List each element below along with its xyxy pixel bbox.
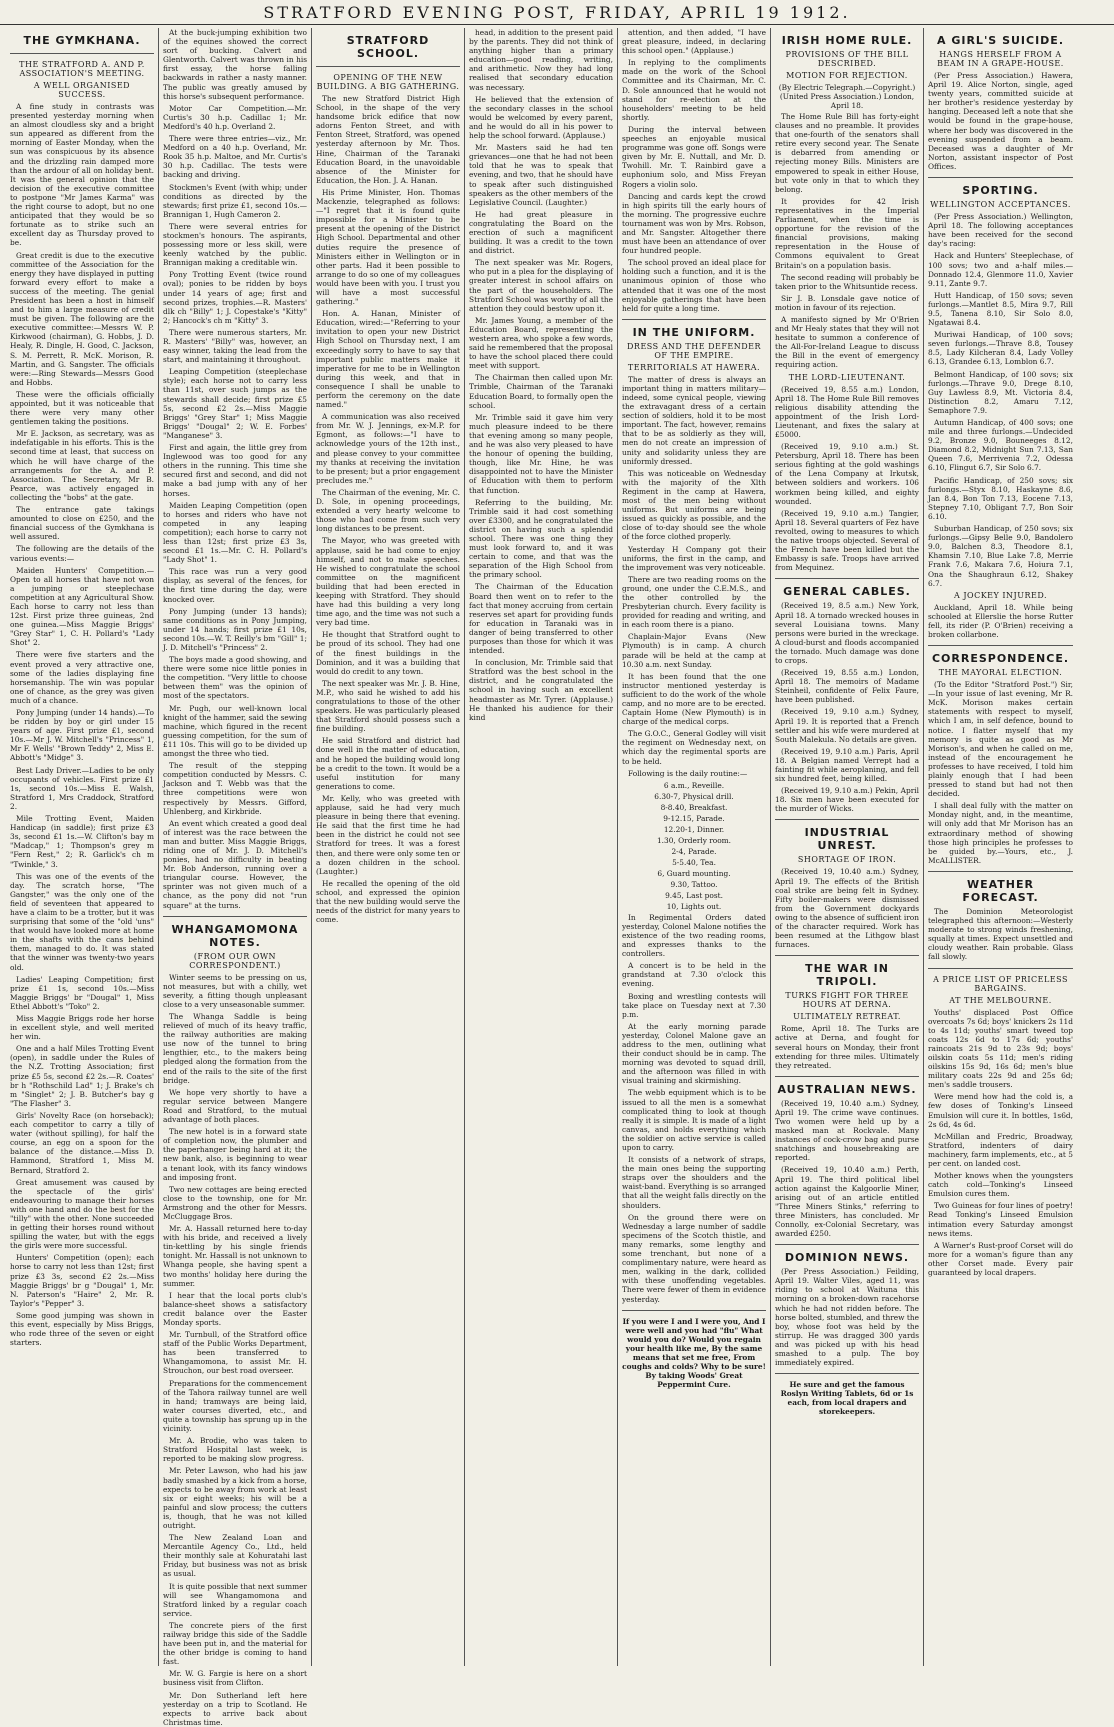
paragraph: During the interval between speeches an enjoyable musical programme was gone off. Songs were given by Mr. E. Nuttall, and Mr. D. Twohill. Mr. T. Rainbird gave a euphonium solo, and Miss Freyan Rogers a violin solo. [622, 124, 766, 189]
paragraph: Mr. W. G. Fargie is here on a short business visit from Clifton. [163, 1669, 307, 1688]
paragraph: Auckland, April 18. While being schooled at Ellerslie the horse Rutter fell, its rider (P. O'Brien) receiving a broken collarbone. [928, 602, 1073, 639]
paragraph: The next speaker was Mr. Rogers, who put in a plea for the displaying of greater interest in school affairs on the part of the householders. The Stratford School was worthy of all the attention they could bestow upon it. [469, 258, 613, 313]
subheadline: THE STRATFORD A. AND P. ASSOCIATION'S MEETING. [19, 60, 145, 78]
paragraph: Following is the daily routine:— [628, 768, 748, 778]
paragraph: Boxing and wrestling contests will take place on Tuesday next at 7.30 p.m. [622, 991, 766, 1019]
paragraph: The entrance gate takings amounted to close on £250, and the financial success of the Gymkhana is well assured. [10, 505, 154, 542]
paragraph: First and again, the little grey from Inglewood was too good for any others in the running. This time she secured first and second, and did not make a bad jump with any of her horses. [163, 443, 307, 498]
paragraph: Chaplain-Major Evans (New Plymouth) is in camp. A church parade will be held at the camp at 10.30 a.m. next Sunday. [622, 632, 766, 669]
paragraph: Great credit is due to the executive committee of the Association for the energy they have displayed in putting forward every effort to make a success of the meeting. The genial President has been a host in himself and to him a large measure of credit must be given. The following are the executive committee:—Messrs W. P. Kirkwood (chairman), G. Hobbs, J. D. Healy, R. Dingle, H. Good, C. Jackson, S. M. Perrett, R. McK. Morison, R. Martin, and G. Sangster. The officials were:—Ring Stewards—Messrs Good and Hobbs. [10, 250, 154, 387]
paragraph: Mr. A. Hassall returned here to-day with his bride, and received a lively tin-kettling by his single friends tonight. Mr. Hassall is not unknown to Whanga people, she having spent a two months' holiday here during the summer. [163, 1224, 307, 1288]
paragraph: Pacific Handicap, of 250 sovs; six furlongs.—Styx 8.10, Haskayne 8.6, Jan 8.4, Bon Ton 7.13, Eocene 7.13, Stepney 7.10, Obligant 7.7, Bon Soir 6.10. [928, 475, 1073, 521]
paragraph: The new hotel is in a forward state of completion now, the plumber and the paperhanger being hard at it; the new bank, also, is beginning to wear a tenant look, with its fancy windows and imposing front. [163, 1127, 307, 1182]
paragraph: His Prime Minister, Hon. Thomas Mackenzie, telegraphed as follows:—"I regret that it is found quite impossible for a Minister to be present at the opening of the District High School. Departmental and other duties require the presence of Ministers either in Wellington or in other parts. Had it been possible to arrange to do so one of my colleagues would have been with you. I trust you will have a most successful gathering." [316, 187, 460, 307]
paragraph: On the ground there were on Wednesday a large number of saddle specimens of the Scotch thistle, and many remarks, some lengthy and some trenchant, but none of a complimentary nature, were heard as men, walking in the dark, collided with these unoffending vegetables. There were fewer of them in evidence yesterday. [622, 1212, 766, 1304]
paragraph: These were the officials officially appointed, but it was noticeable that there were very many other gentlemen taking the positions. [10, 389, 154, 427]
paragraph: Belmont Handicap, of 100 sovs; six furlongs.—Thrave 9.0, Drege 8.10, Guy Lawless 8.9, Mt. Victoria 8.4, Distinction 8.2, Amaru 7.12, Semaphore 7.9. [928, 369, 1073, 415]
subheadline: ULTIMATELY RETREAT. [793, 1012, 901, 1022]
masthead: STRATFORD EVENING POST, FRIDAY, APRIL 19 1912. [0, 0, 1114, 25]
paragraph: The webb equipment which is to be issued to all the men is a somewhat complicated thing to look at though really it is simple. It is made of a light canvas, and holds everything which the soldier on active service is called upon to carry. [622, 1088, 766, 1152]
paragraph: It consists of a network of straps, the main ones being the supporting straps over the shoulders and the waist-band. Everything is so arranged that all the weight falls directly on the shoulders. [622, 1155, 766, 1210]
subheadline: OPENING OF THE NEW BUILDING. A BIG GATHERING. [316, 73, 460, 91]
routine-item: 1.30, Orderly room. [656, 835, 732, 845]
routine-item: 12.20-1, Dinner. [663, 824, 725, 834]
subheadline: SHORTAGE OF IRON. [797, 855, 897, 865]
paragraph: The second reading will probably be taken prior to the Whitsuntide recess. [775, 272, 919, 291]
paragraph: A concert is to be held in the grandstand at 7.30 o'clock this evening. [622, 961, 766, 989]
paragraph: (Received 19, 9.10 a.m.) St. Petersburg, April 18. There has been serious fighting at the gold washings of the Lena Company at Irkutsk, between soldiers and workers. 106 workmen being killed, and eighty wounded. [775, 442, 919, 506]
advertisement: If you were I and I were you, And I were well and you had "flu" What would you do? Would you regain your health like me, By the same means that set me free, From coughs and colds? Why to be sure! By taking Woods' Great Peppermint Cure. [622, 1316, 766, 1389]
paragraph: It is quite possible that next summer will see Whangamomona and Stratford linked by a regular coach service. [163, 1581, 307, 1618]
paragraph: A manifesto signed by Mr O'Brien and Mr Healy states that they will not hesitate to summon a conference of the All-For-Ireland League to discuss the Bill in the event of emergency requiring action. [775, 314, 919, 370]
subheadline: THE MAYORAL ELECTION. [938, 668, 1063, 678]
paragraph: Rome, April 18. The Turks are active at Derna, and fought for several hours on Monday, their front extending for three miles. Ultimately they retreated. [775, 1024, 919, 1070]
paragraph: Motor Car Competition.—Mr. Curtis's 30 h.p. Cadillac 1; Mr. Medford's 40 h.p. Overland 2. [163, 103, 307, 131]
subheadline: HANGS HERSELF FROM A BEAM IN A GRAPE-HOUSE. [937, 50, 1064, 68]
paragraph: Yesterday H Company got their uniforms, the first in the camp, and the improvement was very noticeable. [622, 544, 766, 572]
paragraph: Some good jumping was shown in this event, especially by Miss Briggs, who rode three of the seven or eight starters. [10, 1310, 154, 1348]
paragraph: Were mend how had the cold is, a few doses of Tonking's Linseed Emulsion will cure it. In bottles, 1s6d, 2s 6d, 4s 6d. [928, 1092, 1073, 1129]
paragraph: This was one of the events of the day. The scratch horse, "The Gangster," was the only one of the field of seventeen that appeared to have a claim to be a trotter, but it was surprising that some of the "old 'uns" that would have looked more at home in the shafts with the cans behind them, managed to do. It was stated that the winner was twenty-two years old. [10, 871, 154, 972]
paragraph: This was noticeable on Wednesday with the majority of the Xlth Regiment in the camp at Hawera, most of the men being without uniforms. But uniforms are being issued as quickly as possible, and the close of to-day should see the whole of the force clothed properly. [622, 468, 766, 542]
paragraph: (Received 19, 9.10 a.m.) Sydney, April 19. It is reported that a French settler and his wife were murdered at South Malekula. No details are given. [775, 707, 919, 744]
routine-item: 6, Guard mounting. [657, 868, 731, 878]
paragraph: Youths' displaced Post Office overcoats 7s 6d; boys' knickers 2s 11d to 4s 11d; youths' smart tweed top coats 12s 6d to 17s 6d; youths' raincoats 21s 9d to 23s 9d; boys' oilskin coats 5s 11d; men's riding oilskins 15s 9d, 16s 6d; men's blue military coats 22s 9d and 25s 6d; men's saddle trousers. [928, 1007, 1073, 1090]
subheadline: A WELL ORGANISED SUCCESS. [33, 81, 131, 99]
routine-item: 8-8.40, Breakfast. [660, 802, 728, 812]
article-headline: WHANGAMOMONA NOTES. [171, 922, 299, 949]
paragraph: There were five starters and the event proved a very attractive one, some of the ladies displaying fine horsemanship. The win was popular one of chance, as the grey was given much of a chance. [10, 650, 154, 705]
paragraph: He believed that the extension of the secondary classes in the school would be welcomed by every parent, and he would do all in his power to help the school forward. (Applause.) [469, 94, 613, 141]
paragraph: Hack and Hunters' Steeplechase, of 100 sovs; two and a-half miles.—Donnado 12.4, Glenmore 11.0, Xavier 9.11, Zante 9.7. [928, 251, 1073, 288]
rule [622, 319, 766, 320]
routine-item: 9-12.15, Parade. [663, 813, 725, 823]
paragraph: At the early morning parade yesterday, Colonel Malone gave an address to the men, outlining what their conduct should be in camp. The morning was devoted to squad drill, and the afternoon was filled in with visual training and skirmishing. [622, 1021, 766, 1086]
paragraph: (Received 19, 10.40 a.m.) Sydney, April 19. The effects of the British coal strike are being felt in Sydney. Fifty boiler-makers were dismissed from the Government dockyards owing to the absence of sufficient iron of the character required. Work has been resumed at the Lithgow blast furnaces. [775, 867, 919, 950]
paragraph: Mr. Kelly, who was greeted with applause, said he had very much pleasure in being there that evening. He said that the first time he had been in the district he could not see Stratford for trees. It was a forest then, and there were only some ten or a dozen children in the school. (Laughter.) [316, 793, 460, 876]
paragraph: He recalled the opening of the old school, and expressed the opinion that the new building would serve the needs of the district for many years to come. [316, 878, 460, 925]
subheadline: THE LORD-LIEUTENANT. [788, 372, 906, 382]
article-headline: THE WAR IN TRIPOLI. [805, 962, 889, 989]
article-headline: STRATFORD SCHOOL. [346, 34, 430, 60]
column-7 [924, 28, 1077, 1666]
routine-item: 9.30, Tattoo. [670, 879, 718, 889]
paragraph: In conclusion, Mr. Trimble said that Stratford was the best school in the district, and he congratulated the school in having such an excellent headmaster as Mr. Tyrer. (Applause.) He thanked his audience for their kind [469, 658, 613, 722]
paragraph: Mr. A. Brodie, who was taken to Stratford Hospital last week, is reported to be making slow progress. [163, 1436, 307, 1464]
paragraph: (Received 19, 10.40 a.m.) Perth, April 19. The third political libel action against the Kalgoorlie Miner, arising out of an article entitled "Three Miners Stinks," referring to three Ministers, has concluded. Mr Connolly, ex-Colonial Secretary, was awarded £250. [775, 1165, 919, 1239]
paragraph: Great amusement was caused by the spectacle of the girls' endeavouring to manage their horses with one hand and do the best for the "tilly" with the other. None succeeded in getting their horses round without spilling the water, but with the eggs the girls were more successful. [10, 1177, 154, 1251]
paragraph: The Dominion Meteorologist telegraphed this afternoon:—Westerly moderate to strong winds freshening, squally at times. Expect unsettled and cloudy weather. Rain probable. Glass fall slowly. [928, 906, 1073, 962]
paragraph: The G.O.C., General Godley will visit the regiment on Wednesday next, on which day the regimental sports are to be held. [622, 729, 766, 766]
paragraph: Two new cottages are being erected close to the township, one for Mr. Armstrong and the other for Messrs. McCluggage Bros. [163, 1184, 307, 1221]
rule [10, 53, 154, 54]
paragraph: McMillan and Fredric, Broadway, Stratford, indenters of dairy machinery, farm implements, etc., at 5 per cent. on landed cost. [928, 1131, 1073, 1168]
routine-list [622, 781, 766, 911]
rule [622, 1310, 766, 1311]
column-3 [312, 28, 465, 1666]
paragraph: The boys made a good showing, and there were some nice little ponies in the competition. "Very little to choose between them" was the opinion of most of the spectators. [163, 655, 307, 701]
paragraph: Best Lady Driver.—Ladies to be only occupants of vehicles. First prize £1 1s, second 10s.—Miss E. Walsh, Stratford 1, Mrs Craddock, Stratford 2. [10, 765, 154, 811]
column-2 [159, 28, 312, 1727]
paragraph: A communication was also received from Mr. W. J. Jennings, ex-M.P. for Egmont, as follows:—"I have to acknowledge yours of the 12th inst., and please convey to your committee my thanks at receiving the invitation to be present; but a prior engagement precludes me." [316, 412, 460, 485]
paragraph: Sir J. B. Lonsdale gave notice of motion in favour of its rejection. [775, 293, 919, 312]
paragraph: The next speaker was Mr. J. B. Hine, M.P., who said he wished to add his congratulations to those of the other speakers. He was particularly pleased that Stratford should possess such a fine building. [316, 678, 460, 734]
paragraph: Muriwai Handicap, of 100 sovs; seven furlongs.—Thrave 8.8, Tousey 8.5, Lady Kilcheran 8.4, Lady Volley 6.13, Grandee 6.13, Lomblon 6.7. [928, 330, 1073, 367]
paragraph: Dancing and cards kept the crowd in high spirits till the early hours of the morning. The progressive euchre tournament was won by Mrs. Robson, and Mr. Sangster. Altogether there must have been an attendance of over four hundred people. [622, 191, 766, 256]
column-4 [465, 28, 618, 1666]
article-headline: CORRESPONDENCE. [931, 652, 1070, 666]
paragraph: Winter seems to be pressing on us, not measures, but with a chilly, wet severity, a fitting though unpleasant close to a very unseasonable summer. [163, 972, 307, 1009]
rule [928, 968, 1073, 969]
dateline: (By Electric Telegraph.—Copyright.) (United Press Association.) London, April 18. [778, 83, 916, 110]
rule [775, 1076, 919, 1077]
paragraph: Two Guineas for four lines of poetry! Read Tonking's Linseed Emulsion intimation every Saturday amongst news items. [928, 1201, 1073, 1238]
paragraph: The Chairman then called upon Mr. Trimble, Chairman of the Taranaki Education Board, to formally open the school. [469, 373, 613, 410]
paragraph: The Chairman of the evening, Mr. C. D. Sole, in opening proceedings, extended a very hearty welcome to those who had come from such very long distances to be present. [316, 487, 460, 534]
paragraph: Mr. Peter Lawson, who had his jaw badly smashed by a kick from a horse, expects to be away from work at least six or eight weeks; his will be a painful and slow process; the cutters is, though, that he was not killed outright. [163, 1466, 307, 1530]
subheadline: WELLINGTON ACCEPTANCES. [930, 200, 1071, 210]
article-headline: INDUSTRIAL UNREST. [804, 826, 890, 853]
subheadline: PROVISIONS OF THE BILL DESCRIBED. [785, 50, 909, 68]
paragraph: There were several entries for stockmen's honours. The aspirants, possessing more or less skill, were keenly watched by the public. Brannigan making a creditable win. [163, 221, 307, 268]
paragraph: The New Zealand Loan and Mercantile Agency Co., Ltd., held their monthly sale at Kohuratahi last Friday, but business was not as brisk as usual. [163, 1533, 307, 1579]
columns [6, 28, 1108, 1727]
paragraph: The Chairman of the Education Board then went on to refer to the fact that money accruing from certain reserves set apart for providing funds for education in Taranaki was in danger of being transferred to other purposes than those for which it was intended. [469, 582, 613, 656]
paragraph: (Received 19, 9.10 a.m.) Pekin, April 18. Six men have been executed for the murder of Wicks. [775, 786, 919, 814]
paragraph: The concrete piers of the first railway bridge this side of the Saddle have been put in, and the material for the other bridge is coming to hand fast. [163, 1620, 307, 1667]
paragraph: The result of the stepping competition conducted by Messrs. C. Jackson and T. Webb was that the three competitions were won respectively by Messrs. Gifford, Uhlenberg, and Kirkbride. [163, 761, 307, 816]
paragraph: He had great pleasure in congratulating the Board on the erection of such a magnificent building. It was a credit to the town and district. [469, 209, 613, 256]
paragraph: Stockmen's Event (with whip; under conditions as directed by the stewards; first prize £1, second 10s.—Brannigan 1, Hugh Cameron 2. [163, 182, 307, 219]
subheadline: DRESS AND THE DEFENDER OF THE EMPIRE. [627, 341, 761, 360]
paragraph: Preparations for the commencement of the Tahora railway tunnel are well in hand; tramways are being laid, water courses diverted, etc., and quite a township has sprung up in the vicinity. [163, 1378, 307, 1434]
rule [775, 955, 919, 956]
paragraph: It provides for 42 Irish representatives in the Imperial Parliament, when the time is opportune for the revision of the financial provisions, making representation in the House of Commons equivalent to Great Britain's on a population basis. [775, 196, 919, 270]
subheadline: A JOCKEY INJURED. [954, 590, 1047, 600]
paragraph: There were numerous starters, Mr. R. Masters' "Billy" was, however, an easy winner, taking the lead from the start, and maintaining it throughout. [163, 327, 307, 365]
subheadline: AT THE MELBOURNE. [949, 995, 1052, 1005]
paragraph: (Received 19, 8.5 a.m.) New York, April 18. A tornado wrecked houses in several Louisiana towns. Many persons were buried in the wreckage. A cloud-burst and floods accompanied the tornado. Much damage was done to crops. [775, 601, 919, 665]
paragraph: (To the Editor "Stratford Post.") Sir,—In your issue of last evening, Mr R. McK. Morison makes certain statements with respect to myself, which I am, in self defence, bound to notice. I flatter myself that my memory is quite as good as Mr Morison's, and when he called on me, instead of the encouragement he professes to have received, I told him plainly enough that I had been pressed to stand but had not then decided. [928, 680, 1073, 799]
article-headline: IRISH HOME RULE. [781, 34, 913, 47]
paragraph: Maiden Hunters' Competition.—Open to all horses that have not won a jumping or steeplechase competition at any Agricultural Show. Each horse to carry not less than 12st. First prize three guineas, 2nd one guinea.—Miss Maggie Briggs' "Grey Star" 1, C. H. Pollard's "Lady Shot" 2. [10, 565, 154, 648]
paragraph: Referring to the building, Mr. Trimble said it had cost something over £3300, and he congratulated the district on having such a splendid school. There was one thing they must look forward to, and it was certain to come, and that was the separation of the High School from the primary school. [469, 497, 613, 580]
rule [928, 645, 1073, 646]
paragraph: Pony Trotting Event (twice round oval); ponies to be ridden by boys under 14 years of age; first and second prizes, trophies.—R. Masters' dlk ch "Billy" 1; J. Copestake's "Kitty" 2; Hancock's ch m "Kitty" 3. [163, 270, 307, 325]
paragraph: In replying to the compliments made on the work of the School Committee and its Chairman, Mr. C. D. Sole announced that he would not stand for re-election at the householders' meeting to be held shortly. [622, 58, 766, 122]
paragraph: Mr E. Jackson, as secretary, was as indefatigable in his efforts. This is the second time at least, that success on which he will have charge of the arrangements for the A. and P. Association. The Secretary, Mr B. Pearce, was actively engaged in collecting the "bobs" at the gate. [10, 429, 154, 502]
paragraph: He said Stratford and district had done well in the matter of education, and he hoped the building would long be a credit to the town. It would be a useful institution for many generations to come. [316, 736, 460, 791]
paragraph: At the buck-jumping exhibition two of the equines showed the correct sort of bucking. Calvert and Glentworth. Calvert was thrown in his first essay, the horse falling backwards in rather a nasty manner. The public was greatly amused by this horse's subsequent performance. [163, 28, 307, 101]
paragraph: Suburban Handicap, of 250 sovs; six furlongs.—Gipsy Belle 9.0, Bandolero 9.0, Balchen 8.3, Theodore 8.1, Khamsin 7.10, Blue Lake 7.8, Merrie Frank 7.6, Makara 7.6, Hoiura 7.1, Ona the Shaughraun 6.12, Shakey 6.7. [928, 524, 1073, 588]
rule [163, 916, 307, 917]
paragraph: A Warner's Rust-proof Corset will do more for a woman's figure than any other Corset made. Every pair guaranteed by local drapers. [928, 1240, 1073, 1278]
paragraph: He thought that Stratford ought to be proud of its school. They had one of the finest buildings in the Dominion, and it was a building that would do credit to any town. [316, 630, 460, 676]
subheadline: A PRICE LIST OF PRICELESS BARGAINS. [933, 974, 1068, 993]
paragraph: The matter of dress is always an important thing in matters military—indeed, some cynical people, viewing the extravagant dress of a certain section of soldiers, hold it to be most important. The fact, however, remains that to be as soldierly as they will, men do not create an impression of unity and solidarity unless they are uniformly dressed. [622, 374, 766, 466]
routine-item: 6 a.m., Reveille. [663, 780, 725, 790]
article-headline: IN THE UNIFORM. [632, 325, 756, 339]
column-5 [618, 28, 771, 1666]
paragraph: The Whanga Saddle is being relieved of much of its heavy traffic, the railway authorities are making use now of the tunnel to bring lengthier, etc., to the makers being pledged along the formation from the end of the rails to the site of the first bridge. [163, 1012, 307, 1085]
paragraph: (Received 19, 9.10 a.m.) Paris, April 18. A Belgian named Verrept had a fainting fit while aeroplaning, and fell six hundred feet, being killed. [775, 746, 919, 784]
paragraph: I shall deal fully with the matter on Monday night, and, in the meantime, will only add that Mr Morison has an extraordinary method of showing those high principles he professes to be guided by.—Yours, etc., J. McALLISTER. [928, 801, 1073, 865]
paragraph: I hear that the local ports club's balance-sheet shows a satisfactory credit balance over the Easter Monday sports. [163, 1290, 307, 1327]
paragraph: Leaping Competition (steeplechase style); each horse not to carry less than 11st, over such jumps as the stewards shall decide; first prize £5 5s, second £2 2s.—Miss Maggie Briggs' "Grey Star" 1; Miss Maggie Briggs' "Dougal" 2; W. E. Forbes' "Manganese" 3. [163, 367, 307, 440]
paragraph: The school proved an ideal place for holding such a function, and it is the unanimous opinion of those who attended that it was one of the most enjoyable gatherings that have been held for quite a long time. [622, 258, 766, 313]
paragraph: Hutt Handicap, of 150 sovs; seven furlongs.—Mantlet 8.5, Mira 9.7, Rill 9.5, Tanena 8.10, Sir Solo 8.0, Ngatawai 8.4. [928, 290, 1073, 328]
routine-item: 5-5.40, Tea. [672, 857, 716, 867]
paragraph: attention, and then added, "I have great pleasure, indeed, in declaring this school open." (Applause.) [622, 28, 766, 56]
paragraph: The Home Rule Bill has forty-eight clauses and no preamble. It provides that one-fourth of the senators shall retire every second year. The Senate is debarred from amending or rejecting money Bills. Ministers are empowered to speak in either House, but vote only in that to which they belong. [775, 112, 919, 194]
paragraph: Hunters' Competition (open); each horse to carry not less than 12st; first prize £3 3s, second £2 2s.—Miss Maggie Briggs' br g "Dougal" 1, Mr. N. Paterson's "Haire" 2, Mr. R. Taylor's "Pepper" 3. [10, 1253, 154, 1308]
paragraph: Pony Jumping (under 13 hands); same conditions as in Pony Jumping, under 14 hands; first prize £1 10s, second 10s.—W. T. Reilly's bm "Gill" 1; J. D. Mitchell's "Princess" 2. [163, 606, 307, 652]
column-6 [771, 28, 924, 1666]
paragraph: Mile Trotting Event, Maiden Handicap (in saddle); first prize £3 3s, second £1 1s.—W. Clifton's bay m "Madcap," 1; Thompson's grey m "Fern Rest," 2; R. Garlick's ch m "Twinkle," 3. [10, 814, 154, 869]
paragraph: Hon. A. Hanan, Minister of Education, wired:—"Referring to your invitation to open your new District High School on Thursday next, I am exceedingly sorry to have to say that important public matters make it imperative for me to be in Wellington during this week, and that in consequence I shall be unable to perform the ceremony on the date named." [316, 309, 460, 410]
paragraph: Mr. Pugh, our well-known local knight of the hammer, said the sewing machine, which figured in the recent guessing competition, for the sum of £11 10s. This will go to be divided up amongst the three who tied. [163, 703, 307, 759]
rule [775, 1244, 919, 1245]
paragraph: This race was run a very good display, as several of the fences, for the first time during the day, were knocked over. [163, 567, 307, 604]
paragraph: Mr. Turnbull, of the Stratford office staff of the Public Works Department, has been transferred to Whangamomona, to assist Mr. H. Strouchon, our best road overseer. [163, 1330, 307, 1376]
paragraph: Mr. Trimble said it gave him very much pleasure indeed to be there that evening among so many people, and he was also very pleased to have the honour of opening the building, though, like Mr. Hine, he was disappointed not to have the Minister of Education with them to perform that function. [469, 412, 613, 495]
subheadline: (FROM OUR OWN CORRESPONDENT.) [189, 951, 281, 970]
paragraph: (Per Press Association.) Hawera, April 19. Alice Norton, single, aged twenty years, committed suicide at her brother's residence yesterday by hanging. Deceased left a note that she would be found in the grape-house, where her body was discovered in the evening suspended from a beam. Deceased was a daughter of Mr Norton, assistant inspector of Post Offices. [928, 71, 1073, 171]
paragraph: There were three entries—viz., Mr. Medford on a 40 h.p. Overland, Mr. Rook 35 h.p. Maltoe, and Mr. Curtis's 30 h.p. Cadillac. The tests were backing and driving. [163, 134, 307, 180]
rule [928, 177, 1073, 178]
rule [775, 578, 919, 579]
paragraph: Mother knows when the youngsters catch cold—Tonking's Linseed Emulsion cures them. [928, 1171, 1073, 1199]
article-headline: SPORTING. [962, 184, 1039, 198]
article-headline: WEATHER FORECAST. [962, 877, 1039, 904]
article-headline: AUSTRALIAN NEWS. [777, 1082, 917, 1096]
advertisement: He sure and get the famous Roslyn Writing Tablets, 6d or 1s each, from local drapers and storekeepers. [780, 1380, 914, 1417]
paragraph: (Received 19, 8.55 a.m.) London, April 18. The Home Rule Bill removes religious disability attending the appointment of the Irish Lord-Lieutenant, and fixes the salary at £5000. [775, 384, 919, 439]
paragraph: One and a half Miles Trotting Event (open), in saddle under the Rules of the N.Z. Trotting Association; first prize £5 5s, second £2 2s.—R. Coates' br h "Rothschild Lad" 1; J. Brake's ch m "Singlet" 2; J. B. Butcher's bay g "The Flasher" 3. [10, 1044, 154, 1108]
routine-item: 6.30-7, Physical drill. [654, 791, 734, 801]
article-headline: DOMINION NEWS. [784, 1251, 910, 1265]
paragraph: (Received 19, 10.40 a.m.) Sydney, April 19. The crime wave continues. Two women were held up by a masked man at Rockvale. Many instances of cock-crow bag and purse snatchings and housebreaking are reported. [775, 1098, 919, 1163]
paragraph: Girls' Novelty Race (on horseback); each competitor to carry a tilly of water (without spilling), for half the course, an egg on a spoon for the balance of the distance.—Miss D. Hammond, Stratford 1, Miss M. Bernard, Stratford 2. [10, 1110, 154, 1175]
subheadline: TURKS FIGHT FOR THREE HOURS AT DERNA. [785, 991, 909, 1010]
paragraph: (Received 19, 8.55 a.m.) London, April 18. The memoirs of Madame Steinheil, confidente of Felix Faure, have been published. [775, 668, 919, 705]
paragraph: An event which created a good deal of interest was the race between the man and butter. Miss Maggie Briggs, riding one of Mr. J. D. Mitchell's ponies, had no difficulty in beating Mr. Bob Anderson, running over a triangular course. However, the sprinter was not given much of a chance, as the pony did not "run square" at the turns. [163, 818, 307, 910]
routine-item: 2-4, Parade. [671, 846, 717, 856]
paragraph: The following are the details of the various events:— [10, 544, 154, 563]
article-headline: GENERAL CABLES. [783, 585, 911, 599]
column-1 [6, 28, 159, 1666]
paragraph: Ladies' Leaping Competition; first prize £1 1s, second 10s.—Miss Maggie Briggs' br "Dougal" 1, Miss Ethel Abbott's "Toko" 2. [10, 974, 154, 1011]
rule [316, 66, 460, 67]
paragraph: In Regimental Orders dated yesterday, Colonel Malone notifies the existence of the two reading rooms, and expresses thanks to the controllers. [622, 912, 766, 959]
article-headline: A GIRL'S SUICIDE. [937, 34, 1064, 47]
paragraph: We hope very shortly to have a regular service between Mangere Road and Stratford, to the mutual advantage of both places. [163, 1087, 307, 1125]
rule [775, 819, 919, 820]
paragraph: Mr. Don Sutherland left here yesterday on a trip to Scotland. He expects to arrive back about Christmas time. [163, 1690, 307, 1727]
paragraph: Miss Maggie Briggs rode her horse in excellent style, and well merited her win. [10, 1014, 154, 1042]
paragraph: Maiden Leaping Competition (open to horses and riders who have not competed in any leaping competition); each horse to carry not less than 12st; first prize £3 3s, second £1 1s.—Mr. C. H. Pollard's "Lady Shot" 1. [163, 500, 307, 565]
rule [775, 1373, 919, 1374]
paragraph: There are two reading rooms on the ground, one under the C.E.M.S., and the other controlled by the Presbyterian church. Every facility is provided for reading and writing, and in each room there is a piano. [622, 574, 766, 630]
paragraph: Mr. James Young, a member of the Education Board, representing the western area, who spoke a few words, said he remembered that the proposal to have the school placed there could meet with support. [469, 315, 613, 371]
paragraph: (Per Press Association.) Feilding, April 19. Walter Viles, aged 11, was riding to school at Waituna this morning on a broken-down racehorse which he had not ridden before. The horse bolted, stumbled, and threw the boy, whose foot was held by the stirrup. He was dragged 300 yards and was picked up with his head smashed to a pulp. The boy immediately expired. [775, 1267, 919, 1368]
routine-item: 10, Lights out. [666, 901, 722, 911]
paragraph: The Mayor, who was greeted with applause, said he had come to enjoy himself, and not to make speeches. He wished to congratulate the school committee on the magnificent building that had been erected in keeping with Stratford. They should have had this building a very long time ago, and the time was not such a very bad time. [316, 536, 460, 628]
paragraph: Autumn Handicap, of 400 sovs; one mile and three furlongs.—Undecided 9.2, Bronze 9.0, Bouneeges 8.12, Diamond 8.2, Midnight Sun 7.13, San Queen 7.6, Merrivenia 7.2, Odessa 6.10, Flingut 6.7, Sir Solo 6.7. [928, 418, 1073, 473]
paragraph: Mr. Masters said he had ten grievances—one that he had not been told that he was to speak that evening, and two, that he should have to speak after such distinguished speakers as the other members of the Legislative Council. (Laughter.) [469, 143, 613, 207]
paragraph: (Per Press Association.) Wellington, April 18. The following acceptances have been received for the second day's racing: [928, 212, 1073, 249]
subheadline: TERRITORIALS AT HAWERA. [627, 362, 761, 372]
paragraph: A fine study in contrasts was presented yesterday morning when an almost cloudless sky and a bright sun appeared as different from the morning of Easter Monday, when the sun was conspicuous by its absence and the drizzling rain damped more than the ardour of all on holiday bent. It was the general opinion that the decision of the executive committee to postpone "Mr James Karma" was the right course to adopt, but no one anticipated that they would be so fortunate as to strike such an excellent day as Thursday proved to be. [10, 102, 154, 248]
paragraph: It has been found that the one instructor mentioned yesterday is sufficient to do the work of the whole camp, and no more are to be erected. Captain Home (New Plymouth) is in charge of the medical corps. [622, 671, 766, 727]
paragraph: head, in addition to the present paid by the parents. They did not think of anything higher than a primary education—good reading, writing, and arithmetic. Now they had long realised that secondary education was necessary. [469, 28, 613, 92]
article-headline: THE GYMKHANA. [23, 34, 141, 47]
routine-item: 9.45, Last post. [665, 890, 723, 900]
rule [928, 871, 1073, 872]
paragraph: The new Stratford District High School, in the shape of the very handsome brick edifice that now adorns Fenton Street, and with Fenton Street, Stratford, was opened yesterday afternoon by Mr. Thos. Hine, Chairman of the Taranaki Education Board, in the unavoidable absence of the Minister for Education, the Hon. J. A. Hanan. [316, 94, 460, 185]
paragraph: Pony Jumping (under 14 hands).—To be ridden by boy or girl under 15 years of age. First prize £1, second 10s.—Mr J. W. Mitchell's "Princess" 1, Mr F. Wells' "Brown Teddy" 2, Miss E. Abbott's "Midge" 3. [10, 708, 154, 763]
paragraph: (Received 19, 9.10 a.m.) Tangier, April 18. Several quarters of Fez have revolted, owing to measures to which the native troops objected. Several of the French have been killed but the Embassy is safe. Troops have arrived from Mequinez. [775, 508, 919, 573]
subheadline: MOTION FOR REJECTION. [786, 71, 908, 80]
